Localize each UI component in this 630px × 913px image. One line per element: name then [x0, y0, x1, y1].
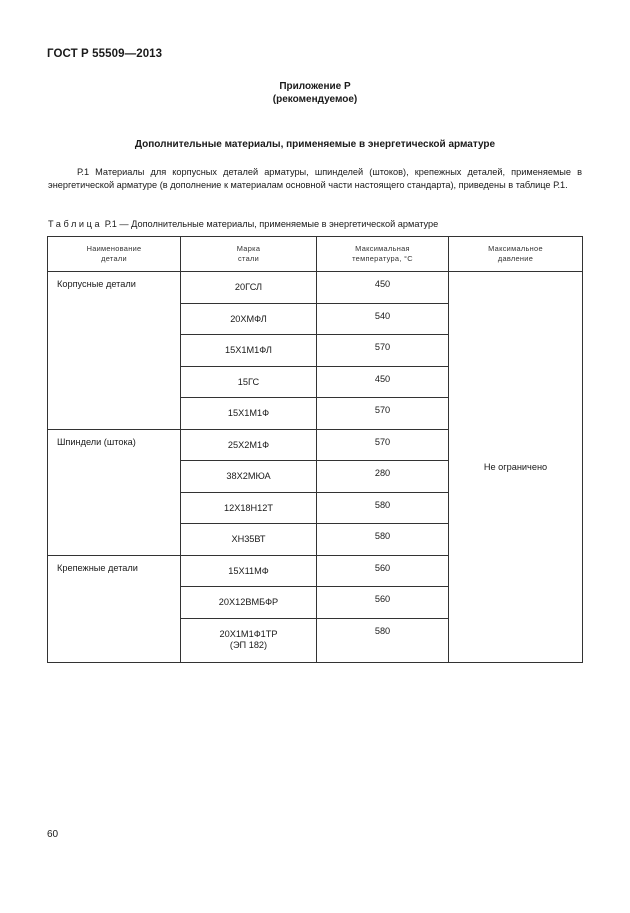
- header-max-pressure: Максимальное давление: [449, 237, 583, 272]
- intro-paragraph: Р.1 Материалы для корпусных деталей арматуры, шпинделей (штоков), крепежных деталей, применяемые в энергетической арматуре (в дополнение к материалам основной части настоящего стандарта), приведены в таблице Р.1.: [48, 167, 582, 191]
- header-steel-grade: Марка стали: [181, 237, 317, 272]
- page-number: 60: [47, 829, 59, 840]
- steel-grade-cell: 38Х2МЮА: [181, 461, 317, 493]
- temperature-cell: 450: [317, 366, 449, 398]
- steel-grade-cell: 12Х18Н12Т: [181, 492, 317, 524]
- annex-status: (рекомендуемое): [272, 94, 358, 105]
- table-row: [48, 272, 583, 304]
- temperature-cell: 540: [317, 303, 449, 335]
- steel-grade-cell: ХН35ВТ: [181, 524, 317, 556]
- temperature-cell: 570: [317, 335, 449, 367]
- temperature-cell: 450: [317, 272, 449, 304]
- document-code: ГОСТ Р 55509—2013: [47, 48, 163, 60]
- part-name-cell: Шпиндели (штока): [48, 429, 181, 555]
- materials-table: [47, 236, 583, 663]
- steel-grade-cell: 20Х12ВМБФР: [181, 587, 317, 619]
- part-name-cell: Корпусные детали: [48, 272, 181, 430]
- steel-grade-cell: 15Х1М1Ф: [181, 398, 317, 430]
- part-name-cell: Крепежные детали: [48, 555, 181, 662]
- temperature-cell: 280: [317, 461, 449, 493]
- steel-grade-cell: 15Х11МФ: [181, 555, 317, 587]
- table-caption-text: Р.1 — Дополнительные материалы, применяемые в энергетической арматуре: [104, 219, 439, 229]
- header-max-temperature: Максимальная температура, °С: [317, 237, 449, 272]
- annex-title: Приложение Р: [279, 81, 351, 92]
- table-caption: [48, 219, 438, 229]
- header-part-name: Наименование детали: [48, 237, 181, 272]
- temperature-cell: 580: [317, 492, 449, 524]
- steel-grade-cell: 20Х1М1Ф1ТР (ЭП 182): [181, 618, 317, 662]
- temperature-cell: 570: [317, 398, 449, 430]
- steel-grade-cell: 20ГСЛ: [181, 272, 317, 304]
- steel-grade-cell: 15ГС: [181, 366, 317, 398]
- steel-grade-cell: 20ХМФЛ: [181, 303, 317, 335]
- steel-grade-cell: 15Х1М1ФЛ: [181, 335, 317, 367]
- table-caption-prefix: Таблица: [48, 219, 103, 229]
- table-header-row: [48, 237, 583, 272]
- temperature-cell: 560: [317, 587, 449, 619]
- temperature-cell: 580: [317, 618, 449, 662]
- section-title: Дополнительные материалы, применяемые в энергетической арматуре: [134, 139, 496, 150]
- temperature-cell: 570: [317, 429, 449, 461]
- steel-grade-cell: 25Х2М1Ф: [181, 429, 317, 461]
- temperature-cell: 580: [317, 524, 449, 556]
- pressure-cell: Не ограничено: [449, 272, 583, 663]
- temperature-cell: 560: [317, 555, 449, 587]
